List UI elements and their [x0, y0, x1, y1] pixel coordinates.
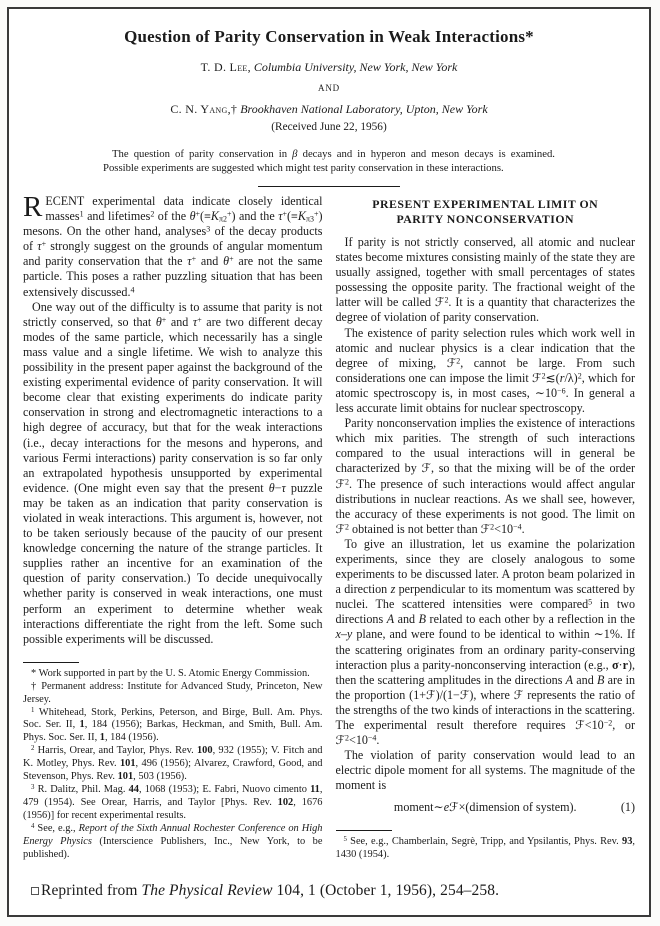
reprint-text: Reprinted from The Physical Review 104, 1 (October 1, 1956), 254–258. [41, 882, 500, 899]
dropcap-letter: R [23, 191, 43, 223]
paragraph: Parity nonconservation implies the existence of interactions which mix parities. The strength of such interactions compared to the usual interactions will in general be characterized by ℱ, so that the mixing will be of the order ℱ$^2$. The presence of such interactions would affect angular distributions in nuclear reactions. As we shall see, however, the accuracy of these experiments is not good. The limit on ℱ$^2$ obtained is not better than $ℱ^2<10^{-4}$. [335, 416, 635, 536]
reprint-line [31, 882, 499, 900]
section-heading [336, 197, 636, 227]
paragraph [23, 191, 323, 300]
author-name-lee: T. D. Lee, [200, 60, 251, 74]
journal-page [7, 7, 651, 917]
footnote-divider [23, 662, 79, 663]
paragraph: To give an illustration, let us examine the polarization experiments, since they are closely analogous to some experiments to be discussed later. A proton beam polarized in a direction z perpendicular to its momentum was scattered by nuclei. The scattered intensities were compared$^5$ in two directions A and B related to each other by a reflection in the x–y plane, and were found to be identical to within ∼1%. If the scattering originates from an ordinary parity-conserving interaction plus a parity-nonconserving interaction (e.g., σ·r), then the scattering amplitudes in the directions A and B are in the proportion (1+ℱ)/(1−ℱ), where ℱ represents the ratio of the strengths of the two kinds of interactions in the scattering. The experimental result therefore requires $ℱ<10^{-2}$, or $ℱ^2<10^{-4}$. [335, 536, 635, 748]
footnote-3: $^3$ R. Dalitz, Phil. Mag. 44, 1068 (1953); E. Fabri, Nuovo cimento 11, 479 (1954). See Orear, Harris, and Taylor [Phys. Rev. 102, 1676 (1956)] for recent experimental results. [23, 783, 323, 821]
paragraph-text: ECENT experimental data indicate closely identical masses$^1$ and lifetimes$^2$ of the $\theta^+(\equiv K_{\pi 2}^+)$ and the $\tau^+(\equiv K_{\pi 3}^+)$ mesons. On the other hand, analyses$^3$ of the decay products of τ+ strongly suggest on the grounds of angular momentum and parity conservation that the τ+ and θ+ are not the same particle. This poses a rather puzzling situation that has been extensively discussed.$^4$ [23, 194, 323, 299]
footnote-1: $^1$ Whitehead, Stork, Perkins, Peterson, and Birge, Bull. Am. Phys. Soc. Ser. II, 1, 184 (1956); Barkas, Heckman, and Smith, Bull. Am. Phys. Soc. Ser. II, 1, 184 (1956). [23, 706, 323, 744]
footnote-4: $^4$ See, e.g., Report of the Sixth Annual Rochester Conference on High Energy Physics (Interscience Publishers, Inc., New York, to be published). [23, 822, 323, 860]
received-date: (Received June 22, 1956) [271, 121, 387, 133]
author-affiliation-yang: Brookhaven National Laboratory, Upton, New York [240, 102, 488, 116]
paragraph: One way out of the difficulty is to assume that parity is not strictly conserved, so that θ+ and τ+ are two different decay modes of the same particle, which necessarily has a single mass value and a single lifetime. We wish to analyze this possibility in the present paper against the background of the existing experimental evidence of parity conservation. It will become clear that existing experiments do indicate parity conservation in strong and electromagnetic interactions to a high degree of accuracy, but that for the weak interactions (i.e., decay interactions for the mesons and hyperons, and various Fermi interactions) parity conservation is so far only an extrapolated hypothesis unsupported by experimental evidence. (One might even say that the present θ−τ puzzle may be taken as an indication that parity conservation is violated in weak interactions. This argument is, however, not to be taken seriously because of the paucity of our present knowledge concerning the nature of the strange particles. It supplies rather an incentive for an examination of the question of parity conservation.) To decide unequivocally whether parity is conserved in weak interactions, one must perform an experiment to determine whether weak interactions differentiate the right from the left. Some such possible experiments will be discussed. [23, 299, 323, 646]
paper-title: Question of Parity Conservation in Weak Interactions* [124, 27, 534, 46]
paragraph: The violation of parity conservation would lead to an electric dipole moment for all systems. The magnitude of the moment is [335, 748, 635, 793]
author-line-lee [23, 60, 635, 75]
author-name-yang: C. N. Yang,† [170, 102, 238, 116]
author-affiliation-lee: Columbia University, New York, New York [253, 60, 458, 74]
abstract: The question of parity conservation in β decays and in hyperon and meson decays is examined. Possible experiments are suggested which might test parity conservation in these interactions. [103, 148, 555, 174]
footnote-star: * Work supported in part by the U. S. Atomic Energy Commission. [31, 667, 310, 679]
author-line-yang [23, 102, 635, 117]
right-column [336, 194, 636, 862]
footnote-2: $^2$ Harris, Orear, and Taylor, Phys. Rev. 100, 932 (1955); V. Fitch and K. Motley, Phys. Rev. 101, 496 (1956); Alvarez, Crawford, Good, and Stevenson, Phys. Rev. 101, 503 (1956). [23, 745, 323, 783]
footnote-5: $^5$ See, e.g., Chamberlain, Segrè, Tripp, and Ypsilantis, Phys. Rev. 93, 1430 (1954). [335, 836, 635, 861]
section-heading-line: PRESENT EXPERIMENTAL LIMIT ON [372, 197, 599, 211]
footnote-divider [336, 830, 392, 831]
section-heading-line: PARITY NONCONSERVATION [396, 212, 575, 226]
left-column [23, 191, 323, 862]
equation-body: moment∼eℱ×(dimension of system). [393, 800, 577, 815]
square-bullet-icon [31, 887, 39, 895]
footnote-dagger: † Permanent address: Institute for Advanced Study, Princeton, New Jersey. [23, 680, 323, 705]
equation-number: (1) [620, 800, 635, 815]
and-separator: AND [318, 83, 340, 93]
paragraph: The existence of parity selection rules which work well in atomic and nuclear physics is a clear indication that the degree of mixing, ℱ$^2$, cannot be large. From such considerations one can impose the limit $ℱ^2≲(r/\lambda)^2$, which for atomic spectroscopy is, in most cases, $\sim 10^{-6}$. In general a less accurate limit obtains for nuclear spectroscopy. [335, 325, 635, 416]
equation-1 [336, 800, 636, 815]
two-column-body [23, 191, 635, 862]
paragraph: If parity is not strictly conserved, all atomic and nuclear states become mixtures consisting mainly of the state they are usually assigned, together with small percentages of states possessing the opposite parity. The fractional weight of the latter will be called ℱ$^2$. It is a quantity that characterizes the degree of violation of parity conservation. [335, 235, 635, 325]
abstract-divider [258, 186, 400, 187]
